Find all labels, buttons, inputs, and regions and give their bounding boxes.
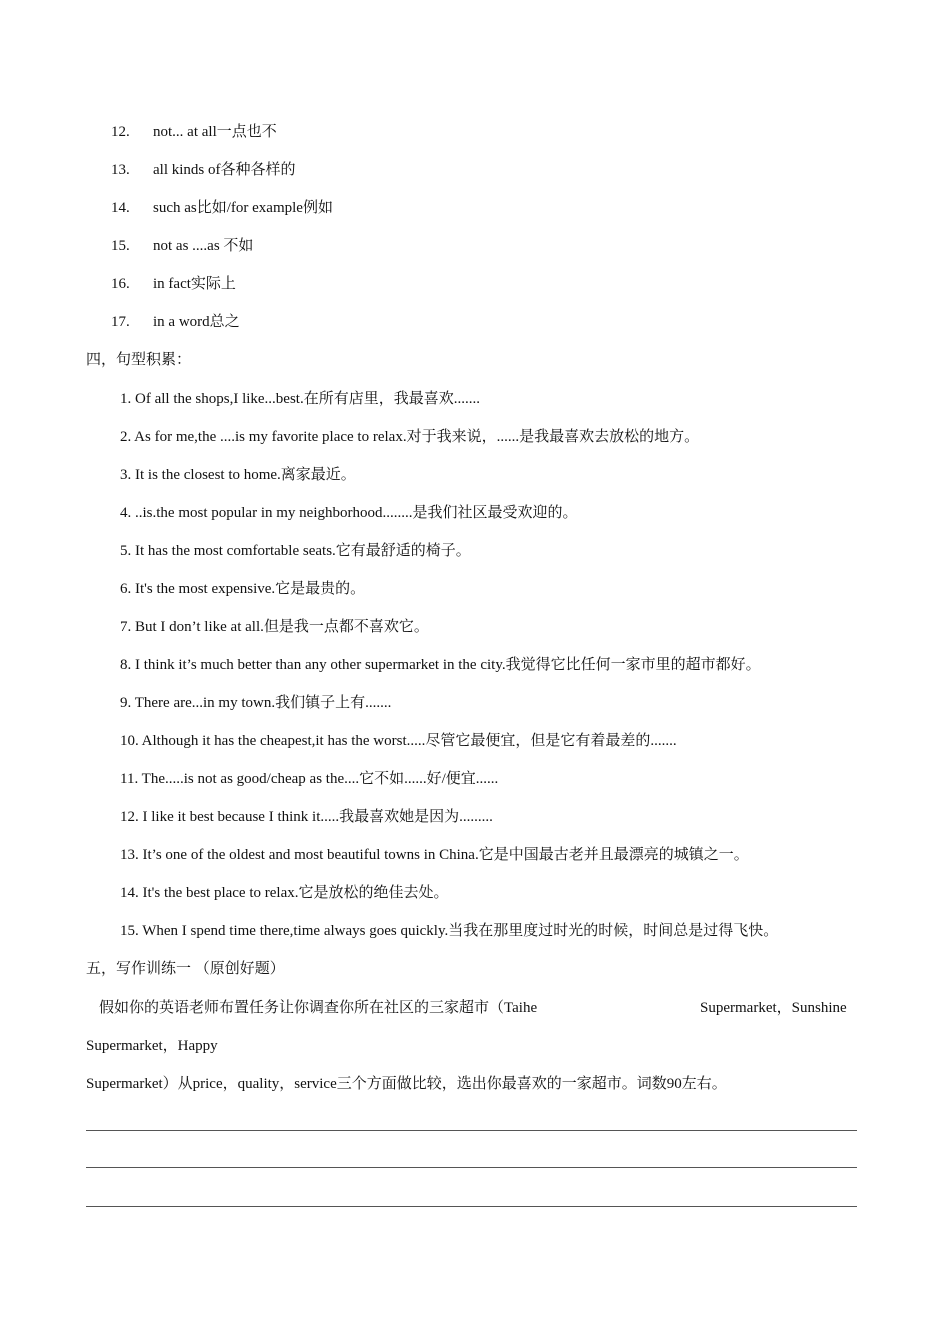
sentence-item: 6. It's the most expensive.它是最贵的。 — [120, 581, 366, 597]
phrase-text: all kinds of各种各样的 — [153, 162, 296, 178]
phrase-number: 17. — [111, 314, 130, 330]
sentence-item: 3. It is the closest to home.离家最近。 — [120, 467, 356, 483]
sentence-item: 11. The.....is not as good/cheap as the....它不如......好/便宜...... — [120, 771, 499, 787]
prompt-text: Supermarket，Sunshine — [700, 1000, 847, 1016]
sentence-item: 7. But I don’t like at all.但是我一点都不喜欢它。 — [120, 619, 429, 635]
section-heading: 四，句型积累： — [86, 352, 192, 368]
phrase-text: in a word总之 — [153, 314, 240, 330]
prompt-text: Supermarket）从price，quality，service三个方面做比较，选出你最喜欢的一家超市。词数90左右。 — [86, 1076, 727, 1092]
sentence-item: 1. Of all the shops,I like...best.在所有店里，我最喜欢....... — [120, 391, 480, 407]
phrase-number: 16. — [111, 276, 130, 292]
phrase-text: not as ....as 不如 — [153, 238, 254, 254]
prompt-text: 假如你的英语老师布置任务让你调查你所在社区的三家超市（Taihe — [99, 1000, 538, 1016]
sentence-item: 9. There are...in my town.我们镇子上有....... — [120, 695, 392, 711]
phrase-number: 15. — [111, 238, 130, 254]
phrase-number: 13. — [111, 162, 130, 178]
sentence-item: 14. It's the best place to relax.它是放松的绝佳去处。 — [120, 885, 449, 901]
sentence-item: 4. ..is.the most popular in my neighborhood........是我们社区最受欢迎的。 — [120, 505, 578, 521]
sentence-item: 12. I like it best because I think it.....我最喜欢她是因为......... — [120, 809, 493, 825]
sentence-item: 8. I think it’s much better than any other supermarket in the city.我觉得它比任何一家市里的超市都好。 — [120, 657, 761, 673]
phrase-text: in fact实际上 — [153, 276, 236, 292]
sentence-item: 15. When I spend time there,time always goes quickly.当我在那里度过时光的时候，时间总是过得飞快。 — [120, 923, 779, 939]
section-heading: 五，写作训练一 （原创好题） — [86, 961, 285, 977]
sentence-item: 2. As for me,the ....is my favorite place to relax.对于我来说，......是我最喜欢去放松的地方。 — [120, 429, 700, 445]
phrase-text: such as比如/for example例如 — [153, 200, 333, 216]
sentence-item: 13. It’s one of the oldest and most beautiful towns in China.它是中国最古老并且最漂亮的城镇之一。 — [120, 847, 749, 863]
answer-line[interactable] — [86, 1130, 857, 1131]
phrase-number: 12. — [111, 124, 130, 140]
answer-line[interactable] — [86, 1206, 857, 1207]
phrase-number: 14. — [111, 200, 130, 216]
answer-line[interactable] — [86, 1167, 857, 1168]
prompt-text: Supermarket，Happy — [86, 1038, 218, 1054]
sentence-item: 10. Although it has the cheapest,it has the worst.....尽管它最便宜，但是它有着最差的....... — [120, 733, 677, 749]
sentence-item: 5. It has the most comfortable seats.它有最舒适的椅子。 — [120, 543, 471, 559]
phrase-text: not... at all一点也不 — [153, 124, 277, 140]
